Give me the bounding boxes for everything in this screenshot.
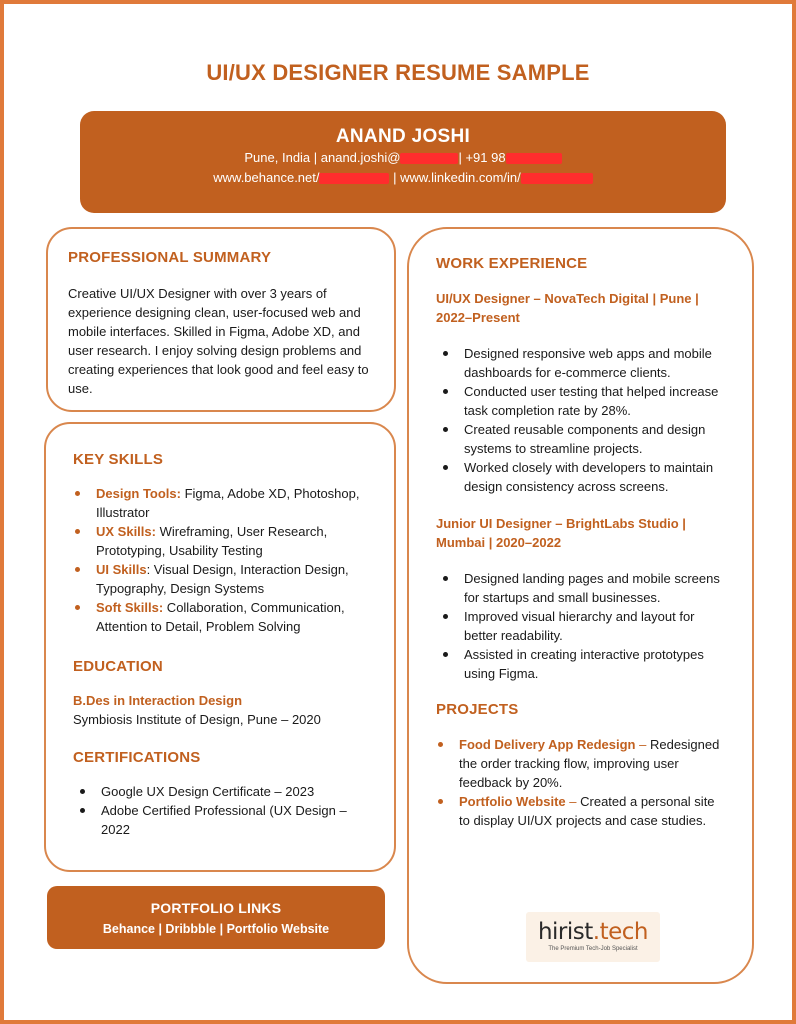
skill-label: UI Skills <box>96 562 147 577</box>
list-item: Google UX Design Certificate – 2023 <box>73 782 374 801</box>
web-line <box>80 168 726 188</box>
logo-tagline: The Premium Tech-Job Specialist <box>548 946 638 952</box>
logo-brand-b: tech <box>599 919 649 945</box>
summary-text: Creative UI/UX Designer with over 3 years of experience designing clean, user-focused web and mobile interfaces. Skilled in Figma, Adobe XD, and user research. I enjoy solving design problems and creating experiences that look good and feel easy to use. <box>68 286 369 396</box>
contact-prefix: Pune, India | anand.joshi@ <box>244 150 401 165</box>
school: Symbiosis Institute of Design, Pune – 2020 <box>73 712 321 727</box>
project-text: Created a personal site to display UI/UX projects and case studies. <box>459 794 715 828</box>
degree: B.Des in Interaction Design <box>73 693 243 708</box>
logo-brand-a: hirist <box>537 919 593 945</box>
project-label: Food Delivery App Redesign <box>459 737 636 752</box>
portfolio-heading: PORTFOLIO LINKS <box>150 900 282 916</box>
contact-line <box>80 148 726 168</box>
projects-list <box>436 735 728 830</box>
list-item <box>436 735 728 792</box>
list-item: Assisted in creating interactive prototypes using Figma. <box>436 645 728 683</box>
skill-text: Collaboration, Communication, Attention to Detail, Problem Solving <box>96 600 345 634</box>
list-item <box>73 560 374 598</box>
skill-text: : Visual Design, Interaction Design, Typography, Design Systems <box>96 562 349 596</box>
logo-dot: . <box>592 919 600 945</box>
certifications-heading: CERTIFICATIONS <box>73 749 201 766</box>
contact-sep: | +91 98 <box>458 150 506 165</box>
project-label: Portfolio Website <box>459 794 566 809</box>
certifications-list <box>73 782 374 839</box>
skill-text: Wireframing, User Research, Prototyping, Usability Testing <box>96 524 328 558</box>
document-title: UI/UX DESIGNER RESUME SAMPLE <box>206 60 590 85</box>
list-item: Conducted user testing that helped increase task completion rate by 28%. <box>436 382 728 420</box>
redaction-mark <box>521 173 593 184</box>
project-dash: – <box>565 794 581 809</box>
skills-list <box>73 484 374 636</box>
summary-card <box>46 227 396 412</box>
skills-card <box>44 422 396 872</box>
summary-heading: PROFESSIONAL SUMMARY <box>68 249 272 266</box>
job-title: UI/UX Designer – NovaTech Digital | Pune | 2022–Present <box>436 291 699 325</box>
skills-heading: KEY SKILLS <box>73 451 164 468</box>
skill-text: Figma, Adobe XD, Photoshop, Illustrator <box>96 486 360 520</box>
skill-label: Soft Skills: <box>96 600 164 615</box>
portfolio-links[interactable]: Behance | Dribbble | Portfolio Website <box>102 922 330 936</box>
header-banner <box>80 111 726 213</box>
logo-wordmark <box>526 919 660 945</box>
list-item: Worked closely with developers to maintain design consistency across screens. <box>436 458 728 496</box>
portfolio-links-banner <box>47 886 385 949</box>
skill-label: Design Tools: <box>96 486 181 501</box>
list-item: Improved visual hierarchy and layout for better readability. <box>436 607 728 645</box>
project-text: Redesigned the order tracking flow, improving user feedback by 20%. <box>459 737 720 790</box>
job-bullets <box>436 344 728 496</box>
project-dash: – <box>635 737 650 752</box>
redaction-mark <box>506 153 562 164</box>
candidate-name: ANAND JOSHI <box>335 126 471 147</box>
job-title: Junior UI Designer – BrightLabs Studio | Mumbai | 2020–2022 <box>436 516 686 550</box>
list-item <box>73 598 374 636</box>
list-item <box>73 522 374 560</box>
skill-label: UX Skills: <box>96 524 156 539</box>
experience-card <box>407 227 754 984</box>
list-item: Adobe Certified Professional (UX Design – 2022 <box>73 801 374 839</box>
hirist-logo <box>526 912 660 962</box>
education-heading: EDUCATION <box>73 658 163 675</box>
list-item <box>436 792 728 830</box>
list-item: Created reusable components and design systems to streamline projects. <box>436 420 728 458</box>
list-item <box>73 484 374 522</box>
list-item: Designed landing pages and mobile screens for startups and small businesses. <box>436 569 728 607</box>
redaction-mark <box>319 173 389 184</box>
list-item: Designed responsive web apps and mobile dashboards for e-commerce clients. <box>436 344 728 382</box>
projects-heading: PROJECTS <box>436 701 519 718</box>
experience-heading: WORK EXPERIENCE <box>436 255 588 272</box>
linkedin-prefix: | www.linkedin.com/in/ <box>389 170 521 185</box>
job-bullets <box>436 569 728 683</box>
behance-prefix: www.behance.net/ <box>213 170 320 185</box>
redaction-mark <box>400 153 458 164</box>
